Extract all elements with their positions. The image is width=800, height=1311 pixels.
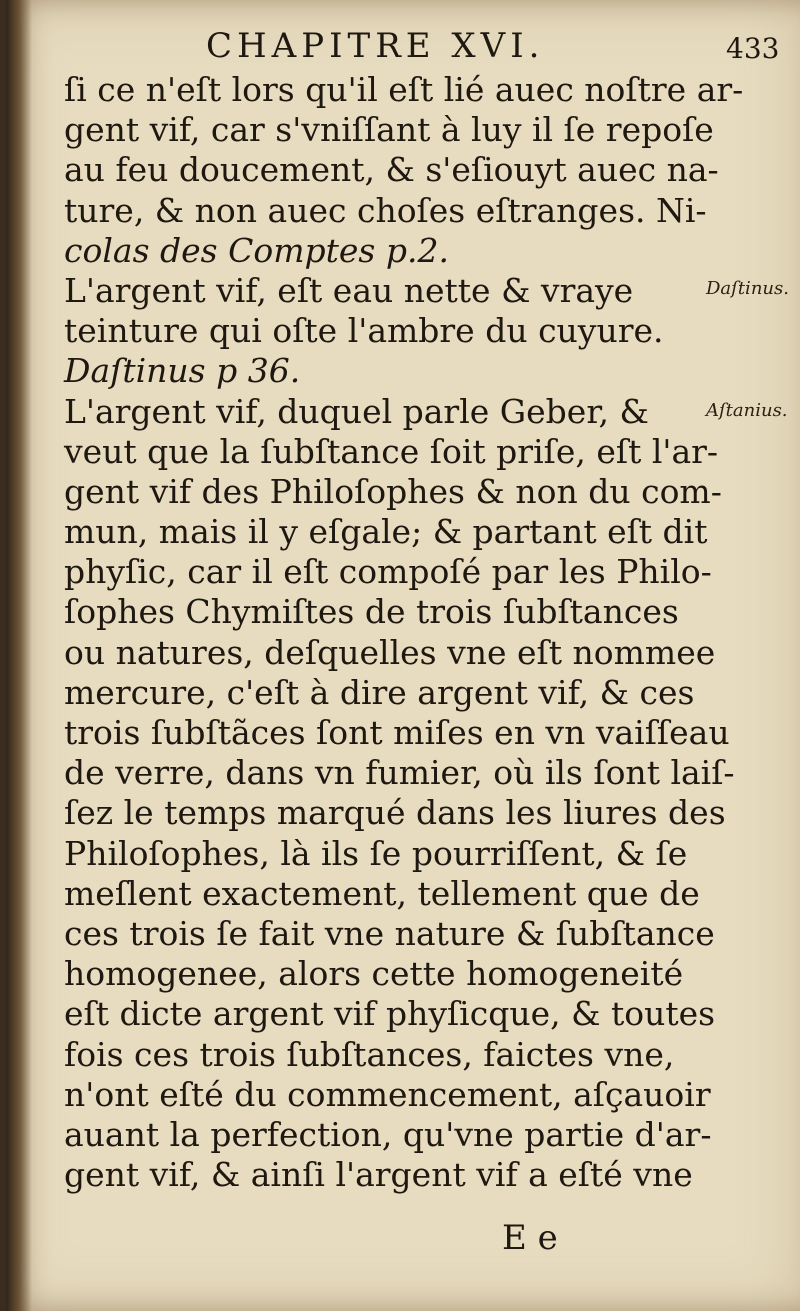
book-gutter [6, 0, 32, 1311]
text-line: trois ſubſtãces ſont miſes en vn vaiſſeau [64, 713, 730, 752]
text-line: ſez le temps marqué dans les liures des [64, 793, 726, 833]
book-page [6, 0, 800, 1311]
text-line: L'argent vif, duquel parle Geber, & [64, 391, 649, 431]
margin-note-dastinus: Daſtinus. [706, 278, 789, 299]
text-line: eſt dicte argent vif phyſicque, & toutes [64, 994, 716, 1034]
text-line: auant la perfection, qu'vne partie d'ar- [64, 1114, 712, 1154]
text-line: ces trois ſe fait vne nature & ſubſtance [64, 913, 715, 953]
text-line: Philoſophes, là ils ſe pourriſſent, & ſe [64, 833, 688, 873]
text-line: mun, mais il y eſgale; & partant eſt dit [64, 512, 708, 552]
text-line: homogenee, alors cette homogeneité [64, 954, 684, 994]
margin-note-astanius: Aſtanius. [706, 400, 788, 421]
text-line: n'ont eſté du commencement, aſçauoir [64, 1074, 711, 1114]
text-line: veut que la ſubſtance ſoit priſe, eſt l'ar- [64, 431, 719, 471]
catchword: E e [502, 1218, 558, 1258]
text-line: teinture qui oſte l'ambre du cuyure. [64, 311, 664, 351]
text-line: au feu doucement, & s'eſiouyt auec na- [64, 150, 719, 190]
text-line: mercure, c'eſt à dire argent vif, & ces [64, 672, 695, 712]
text-line: meſlent exactement, tellement que de [64, 873, 700, 913]
citation-line: colas des Comptes p.2. [64, 230, 449, 270]
page-number: 433 [726, 32, 780, 65]
citation-line: Daſtinus p 36. [64, 351, 301, 391]
text-line: ture, & non auec choſes eſtranges. Ni- [64, 190, 707, 230]
text-line: gent vif, car s'vniſſant à luy il ſe repoſe [64, 110, 714, 150]
text-line: L'argent vif, eſt eau nette & vraye [64, 270, 634, 310]
body-text [64, 70, 764, 1195]
text-line: gent vif des Philoſophes & non du com- [64, 471, 722, 511]
running-head: CHAPITRE XVI. [206, 26, 545, 66]
text-line: de verre, dans vn fumier, où ils ſont laiſ- [64, 753, 735, 793]
page-header [6, 18, 800, 68]
text-line: fois ces trois ſubſtances, faictes vne, [64, 1034, 675, 1074]
text-line: ſophes Chymiſtes de trois ſubſtances [64, 592, 679, 632]
text-line: ou natures, deſquelles vne eſt nommee [64, 632, 716, 672]
text-line: phyſic, car il eſt compoſé par les Philo- [64, 552, 712, 592]
text-line: ſi ce n'eſt lors qu'il eſt lié auec noſtre ar- [64, 70, 744, 109]
text-line: gent vif, & ainſi l'argent vif a eſté vne [64, 1155, 693, 1195]
